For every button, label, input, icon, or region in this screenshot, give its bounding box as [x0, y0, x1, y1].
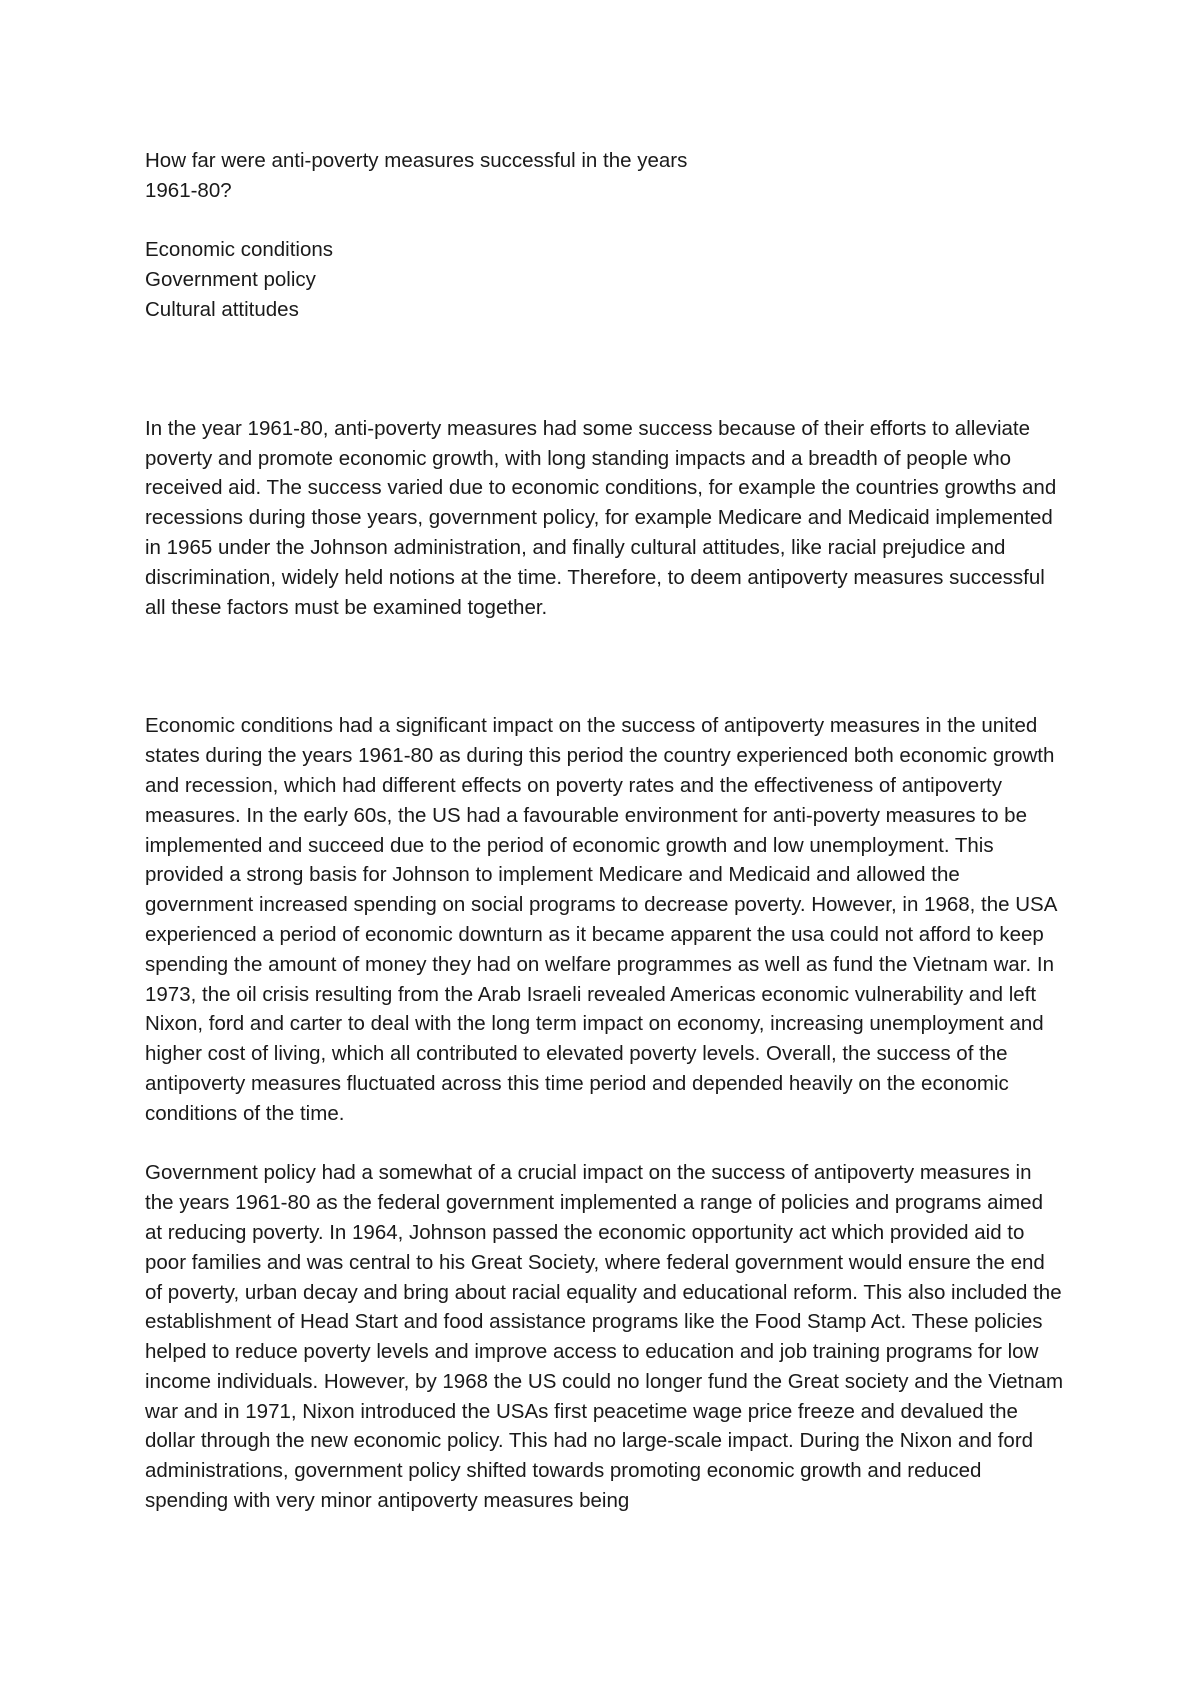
factor-item-economic: Economic conditions [145, 238, 334, 262]
intro-paragraph: In the year 1961-80, anti-poverty measures had some success because of their efforts to alleviate poverty and promote economic growth, with long standing impacts and a breadth of people who received aid. The success varied due to economic conditions, for example the countries growths and recessions during those years, government policy, for example Medicare and Medicaid implemented in 1965 under the Johnson administration, and finally cultural attitudes, like racial prejudice and discrimination, widely held notions at the time. Therefore, to deem antipoverty measures successful all these factors must be examined together. [145, 416, 1057, 619]
factor-item-cultural: Cultural attitudes [145, 297, 299, 321]
essay-title: How far were anti-poverty measures successful in the years 1961-80? [145, 149, 688, 202]
factor-list [145, 235, 1065, 324]
economic-paragraph: Economic conditions had a significant impact on the success of antipoverty measures in the united states during the years 1961-80 as during this period the country experienced both economic growth and recession, which had different effects on poverty rates and the effectiveness of antipoverty measures. In the early 60s, the US had a favourable environment for anti-poverty measures to be implemented and succeed due to the period of economic growth and low unemployment. This provided a strong basis for Johnson to implement Medicare and Medicaid and allowed the government increased spending on social programs to decrease poverty. However, in 1968, the USA experienced a period of economic downturn as it became apparent the usa could not afford to keep spending the amount of money they had on welfare programmes as well as fund the Vietnam war. In 1973, the oil crisis resulting from the Arab Israeli revealed Americas economic vulnerability and left Nixon, ford and carter to deal with the long term impact on economy, increasing unemployment and higher cost of living, which all contributed to elevated poverty levels. Overall, the success of the antipoverty measures fluctuated across this time period and depended heavily on the economic conditions of the time. [145, 714, 1057, 1125]
government-paragraph: Government policy had a somewhat of a crucial impact on the success of antipoverty measures in the years 1961-80 as the federal government implemented a range of policies and programs aimed at reducing poverty. In 1964, Johnson passed the economic opportunity act which provided aid to poor families and was central to his Great Society, where federal government would ensure the end of poverty, urban decay and bring about racial equality and educational reform. This also included the establishment of Head Start and food assistance programs like the Food Stamp Act. These policies helped to reduce poverty levels and improve access to education and job training programs for low income individuals. However, by 1968 the US could no longer fund the Great society and the Vietnam war and in 1971, Nixon introduced the USAs first peacetime wage price freeze and devalued the dollar through the new economic policy. This had no large-scale impact. During the Nixon and ford administrations, government policy shifted towards promoting economic growth and reduced spending with very minor antipoverty measures being [145, 1161, 1064, 1513]
factor-item-government: Government policy [145, 268, 316, 292]
document-body [145, 146, 1065, 1516]
